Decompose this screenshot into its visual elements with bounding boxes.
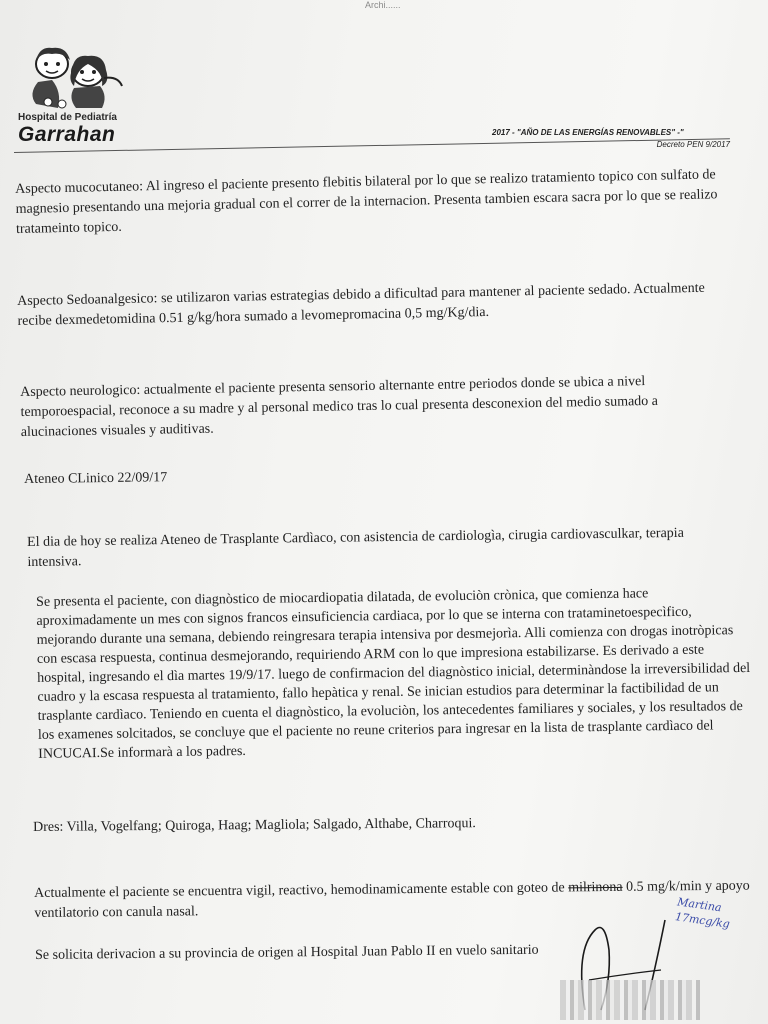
doctors-list: Dres: Villa, Vogelfang; Quiroga, Haag; Magliola; Salgado, Althabe, Charroqui. [33, 816, 476, 835]
paragraph-derivation: Se solicita derivacion a su provincia de origen al Hospital Juan Pablo II en vuelo sanitario [35, 942, 539, 963]
year-motto: 2017 - "AÑO DE LAS ENERGÍAS RENOVABLES" -" [492, 128, 684, 137]
children-logo-icon [18, 42, 128, 112]
paragraph-ateneo-body: Se presenta el paciente, con diagnòstico de miocardiopatia dilatada, de evoluciòn crònica, que comienza hace aproximadamente un mes con signos francos einsuficiencia cardiaca, por lo que se interna con trataminetoespecìfico, mejorando durante una semana, debiendo reingresara terapia intensiva por desmejorìa. Alli comienza con drogas inotròpicas con escasa respuesta, continua desmejorando, requiriendo ARM con lo que impresiona estabilizarse. Es derivado a este hospital, ingresando el dìa martes 19/9/17. luego de confirmacion del diagnòstico inicial, determinàndose la irreversibilidad del cuadro y la escasa respuesta al tratamiento, fallo hepàtica y renal. Se inician estudios para determinar la factibilidad de un trasplante cardìaco. Teniendo en cuenta el diagnòstico, la evoluciòn, los antecedentes familiares y sociales, y los resultados de los examenes solcitados, se concluye que el paciente no reune criterios para ingresar en la lista de trasplante cardìaco del INCUCAI.Se informarà a los padres. [36, 586, 751, 762]
redacted-stamp [560, 980, 700, 1020]
status-text-after: 0.5 mg/k/min y apoyo ventilatorio con canula nasal. [34, 878, 750, 921]
decree-reference: Decreto PEN 9/2017 [656, 140, 730, 149]
handwritten-line-2: 17mcg/kg [674, 910, 731, 931]
header-scribble: Archi...... [365, 0, 401, 10]
hospital-name: Garrahan [18, 123, 116, 146]
paragraph-sedoanalgesico: Aspecto Sedoanalgesico: se utilizaron varias estrategias debido a dificultad para mantener al paciente sedado. Actualmente recibe dexmedetomidina 0.51 g/kg/hora sumado a levomepromacina 0,5 mg/Kg/dia. [17, 280, 705, 329]
ateneo-title: Ateneo CLinico 22/09/17 [24, 470, 168, 487]
hospital-logo [18, 42, 148, 147]
paragraph-ateneo-intro: El dia de hoy se realiza Ateneo de Trasplante Cardìaco, con asistencia de cardiologìa, cirugia cardiovasculkar, terapia intensiva. [27, 525, 684, 570]
status-text-before: Actualmente el paciente se encuentra vigil, reactivo, hemodinamicamente estable con goteo de [34, 880, 569, 901]
status-struck-drug: milrinona [568, 879, 623, 896]
handwritten-line-1: Martina [676, 895, 723, 915]
hospital-subtitle: Hospital de Pediatría [18, 112, 117, 123]
paragraph-neurologico: Aspecto neurologico: actualmente el paciente presenta sensorio alternante entre periodos donde se ubica a nivel temporoespacial, reconoce a su madre y al personal medico tras lo cual presenta desconexion del medio sumado a alucinaciones visuales y auditivas. [20, 374, 659, 440]
paragraph-mucocutaneo: Aspecto mucocutaneo: Al ingreso el paciente presento flebitis bilateral por lo que se realizo tratamiento topico con sulfato de magnesio presentando una mejoria gradual con el correr de la internacion. Presenta tambien escara sacra por lo que se realizo tratameinto topico. [15, 167, 718, 237]
